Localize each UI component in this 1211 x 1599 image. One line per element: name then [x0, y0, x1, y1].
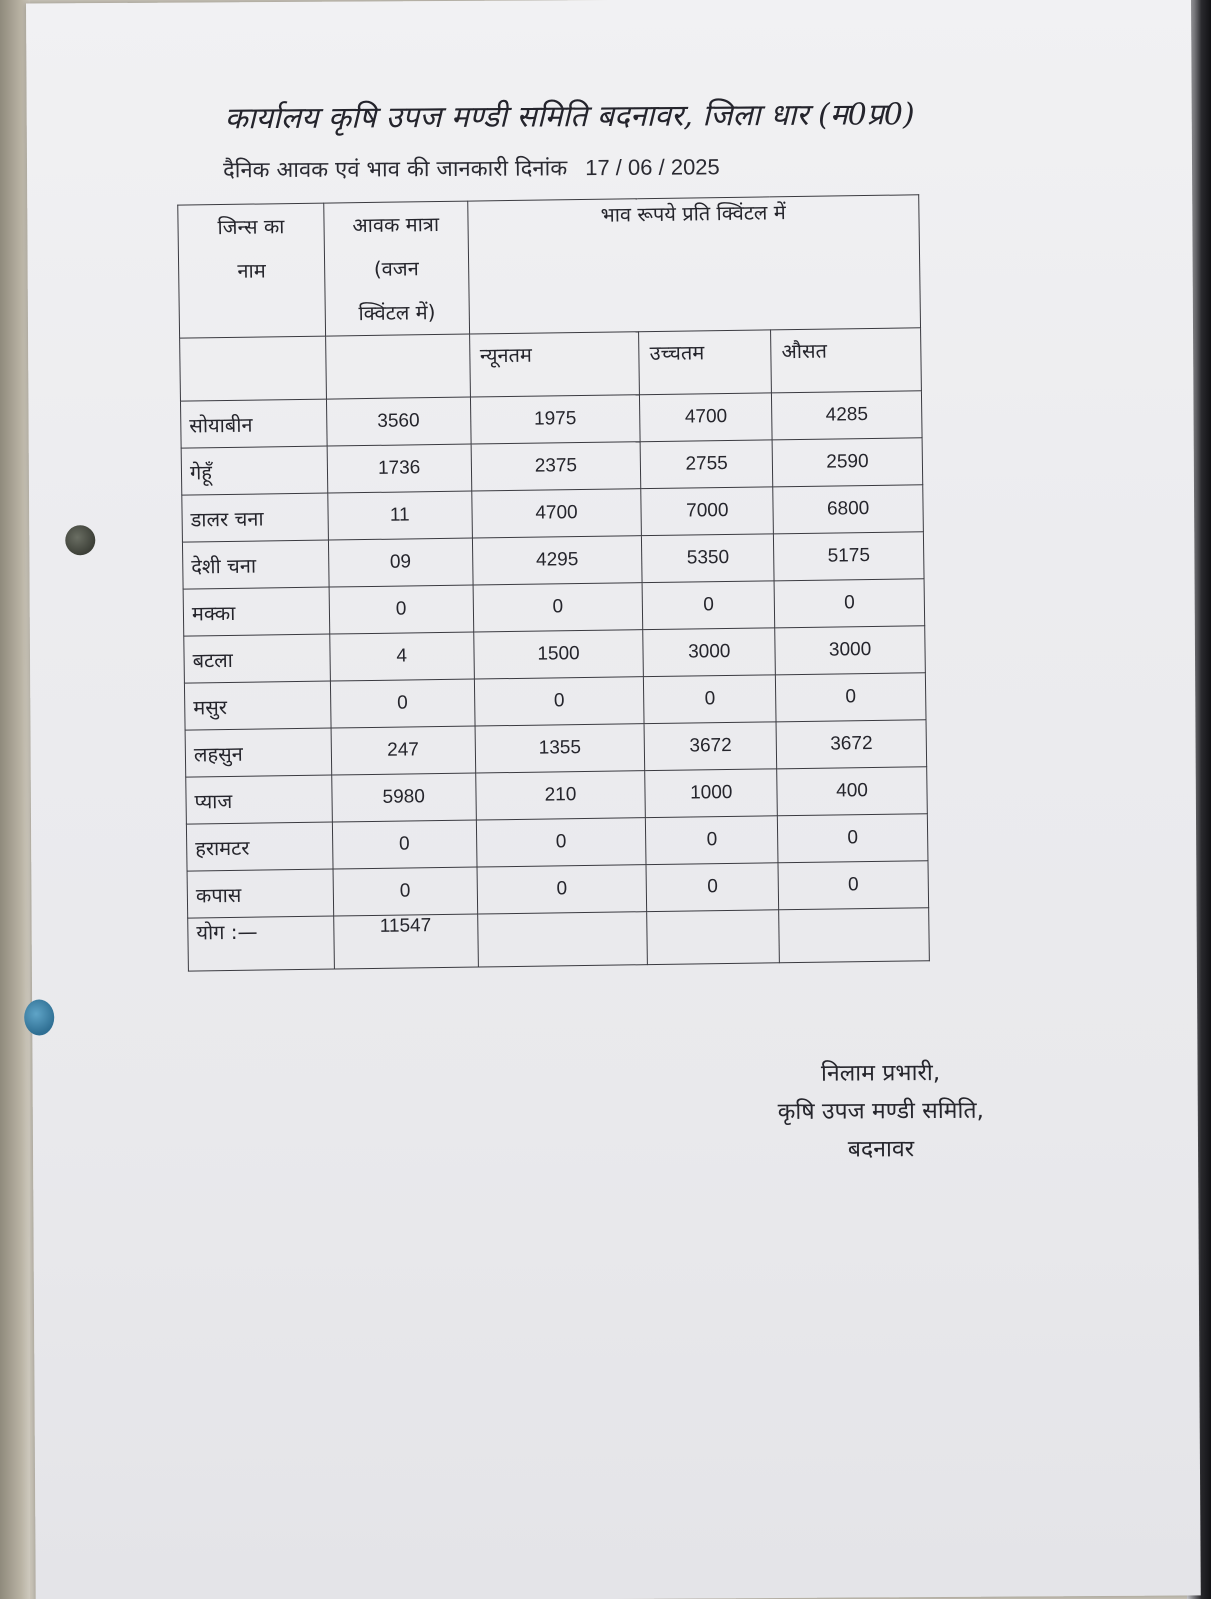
avg-price: 4285 [772, 391, 922, 440]
header-avg: औसत [771, 328, 922, 393]
header-quantity-line2: (वजन [373, 256, 419, 281]
header-quantity-line3: क्विंटल में) [358, 300, 436, 326]
commodity-name: देशी चना [182, 540, 328, 589]
document-subtitle [223, 151, 720, 184]
avg-price: 400 [777, 767, 927, 816]
avg-price: 5175 [774, 532, 924, 581]
total-qty: 11547 [334, 914, 478, 969]
max-price: 0 [644, 675, 777, 724]
signature-line1: निलाम प्रभारी, [820, 1059, 941, 1087]
avg-price: 2590 [772, 438, 922, 487]
arrival-qty: 0 [333, 867, 477, 916]
avg-price: 6800 [773, 485, 923, 534]
total-label: योग :— [188, 916, 335, 971]
max-price: 7000 [641, 487, 774, 536]
rates-table [177, 194, 930, 971]
header-quantity-line1: आवक मात्रा [352, 211, 440, 238]
max-price: 3000 [643, 628, 776, 677]
commodity-name: मसुर [184, 681, 330, 730]
commodity-name: डालर चना [182, 493, 328, 542]
max-price: 1000 [645, 769, 778, 818]
min-price: 210 [475, 771, 645, 820]
min-price: 1500 [473, 630, 643, 679]
header-commodity-line1: जिन्स का [217, 214, 285, 240]
min-price: 2375 [471, 442, 641, 491]
min-price: 0 [474, 677, 644, 726]
avg-price: 0 [776, 673, 926, 722]
avg-price: 3672 [776, 720, 926, 769]
avg-price: 0 [778, 814, 928, 863]
header-min: न्यूनतम [469, 332, 640, 397]
commodity-name: लहसुन [185, 728, 331, 777]
max-price: 4700 [640, 393, 773, 442]
min-price: 0 [477, 865, 647, 914]
min-price: 1355 [475, 724, 645, 773]
commodity-name: मक्का [183, 587, 329, 636]
report-date: 17 / 06 / 2025 [585, 154, 720, 181]
commodity-name: हरामटर [186, 822, 332, 871]
subheader-empty [325, 334, 470, 399]
document-title: कार्यालय कृषि उपज मण्डी समिति बदनावर, जिला धार (म0प्र0) [224, 97, 915, 137]
arrival-qty: 4 [330, 632, 474, 681]
arrival-qty: 09 [328, 538, 472, 587]
arrival-qty: 0 [330, 679, 474, 728]
min-price: 0 [473, 583, 643, 632]
arrival-qty: 11 [328, 491, 472, 540]
arrival-qty: 3560 [326, 397, 470, 446]
total-empty [477, 912, 647, 967]
min-price: 1975 [470, 395, 640, 444]
max-price: 0 [642, 581, 775, 630]
header-commodity-line2: नाम [237, 258, 266, 283]
header-max: उच्चतम [639, 330, 772, 395]
total-row [188, 908, 930, 971]
avg-price: 0 [774, 579, 924, 628]
max-price: 3672 [644, 722, 777, 771]
arrival-qty: 247 [331, 726, 475, 775]
arrival-qty: 5980 [332, 773, 476, 822]
header-row [178, 195, 921, 338]
subheader-empty [180, 336, 327, 401]
commodity-name: गेहूँ [181, 446, 327, 495]
signature-line2: कृषि उपज मण्डी समिति, [777, 1097, 984, 1125]
commodity-name: कपास [187, 869, 333, 918]
backdrop-left [0, 0, 30, 1599]
arrival-qty: 0 [329, 585, 473, 634]
commodity-name: सोयाबीन [180, 399, 326, 448]
commodity-name: बटला [184, 634, 330, 683]
max-price: 5350 [642, 534, 775, 583]
min-price: 4295 [472, 536, 642, 585]
punch-hole [24, 999, 54, 1035]
punch-hole [65, 525, 95, 555]
header-price: भाव रूपये प्रति क्विंटल में [467, 195, 920, 334]
signature-line3: बदनावर [847, 1136, 915, 1163]
signature-block [750, 1054, 1011, 1170]
max-price: 0 [646, 816, 779, 865]
avg-price: 0 [778, 861, 928, 910]
commodity-name: प्याज [186, 775, 332, 824]
header-quantity [324, 201, 470, 336]
avg-price: 3000 [775, 626, 925, 675]
paper-sheet [26, 0, 1201, 1599]
min-price: 0 [476, 818, 646, 867]
arrival-qty: 0 [332, 820, 476, 869]
header-commodity [178, 203, 326, 338]
subheader-row [180, 328, 922, 401]
max-price: 2755 [640, 440, 773, 489]
min-price: 4700 [471, 489, 641, 538]
arrival-qty: 1736 [327, 444, 471, 493]
total-empty [647, 910, 780, 965]
max-price: 0 [646, 863, 779, 912]
subtitle-text: दैनिक आवक एवं भाव की जानकारी दिनांक [222, 156, 568, 184]
total-empty [779, 908, 930, 963]
